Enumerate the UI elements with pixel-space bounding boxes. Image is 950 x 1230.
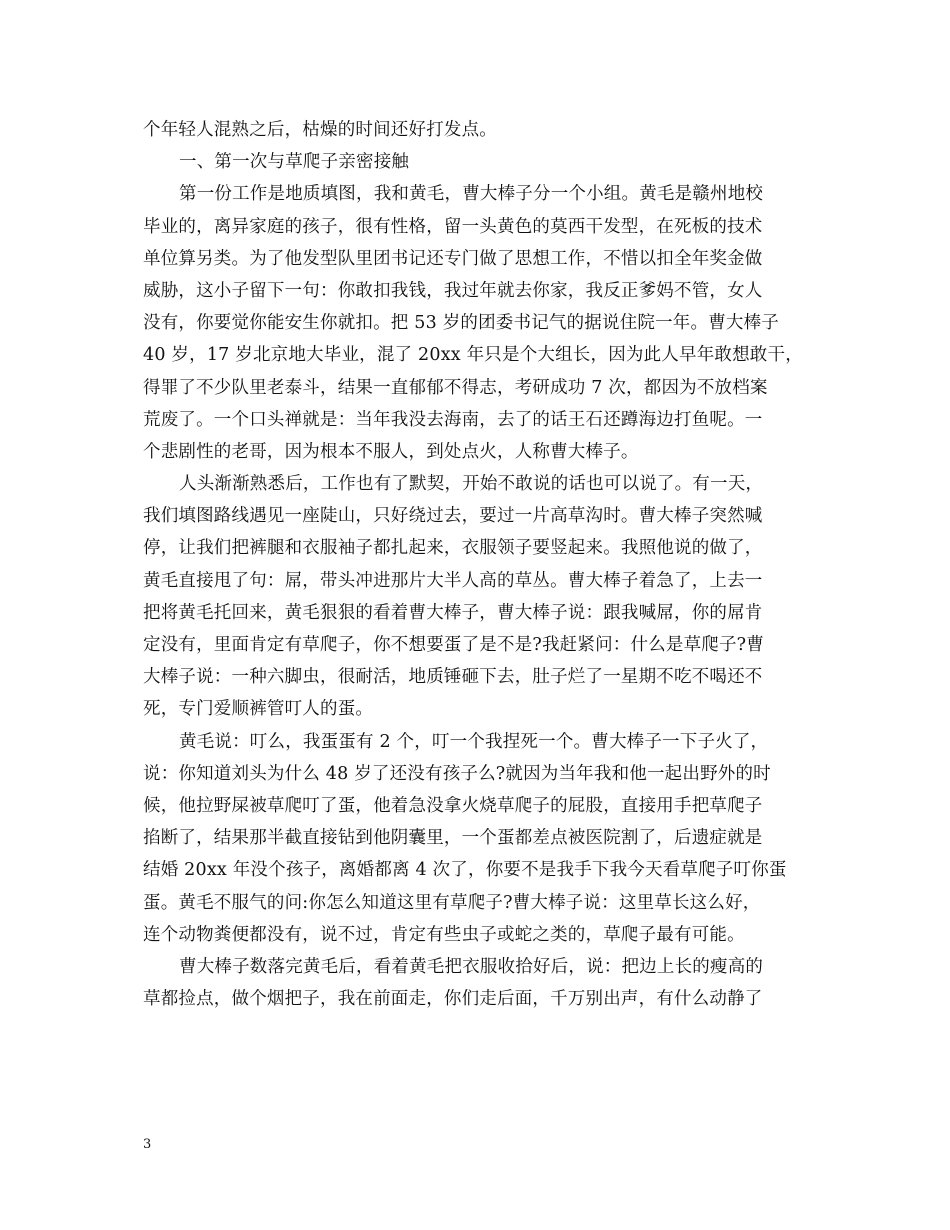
text-line: 个悲剧性的老哥，因为根本不服人，到处点火，人称曹大棒子。: [143, 441, 639, 462]
body-text: [143, 114, 808, 1015]
text-line: 蛋。黄毛不服气的问:你怎么知道这里有草爬子?曹大棒子说：这里草长这么好，: [143, 892, 761, 913]
text-line: 说：你知道刘头为什么 48 岁了还没有孩子么?就因为当年我和他一起出野外的时: [143, 763, 771, 784]
text-line: 曹大棒子数落完黄毛后，看着黄毛把衣服收拾好后，说：把边上长的瘦高的: [179, 956, 764, 977]
text-line: 得罪了不少队里老泰斗，结果一直郁郁不得志，考研成功 7 次，都因为不放档案: [143, 377, 768, 398]
text-line: 单位算另类。为了他发型队里团书记还专门做了思想工作，不惜以扣全年奖金做: [143, 248, 763, 269]
text-line: 荒废了。一个口头禅就是：当年我没去海南，去了的话王石还蹲海边打鱼呢。一: [143, 409, 763, 430]
text-line: 黄毛直接甩了句：屌，带头冲进那片大半人高的草丛。曹大棒子着急了，上去一: [143, 570, 763, 591]
text-line: 死，专门爱顺裤管叮人的蛋。: [143, 699, 374, 720]
text-line: 黄毛说：叮么，我蛋蛋有 2 个，叮一个我捏死一个。曹大棒子一下子火了，: [179, 731, 769, 752]
text-line: 40 岁，17 岁北京地大毕业，混了 20xx 年只是个大组长，因为此人早年敢想敢干，: [143, 345, 803, 366]
text-line: 大棒子说：一种六脚虫，很耐活，地质锤砸下去，肚子烂了一星期不吃不喝还不: [143, 667, 763, 688]
text-line: 候，他拉野屎被草爬叮了蛋，他着急没拿火烧草爬子的屁股，直接用手把草爬子: [143, 795, 763, 816]
text-line: 定没有，里面肯定有草爬子，你不想要蛋了是不是?我赶紧问：什么是草爬子?曹: [143, 635, 764, 655]
text-line: 停，让我们把裤腿和衣服袖子都扎起来，衣服领子要竖起来。我照他说的做了，: [143, 538, 763, 559]
text-line: 威胁，这小子留下一句：你敢扣我钱，我过年就去你家，我反正爹妈不管，女人: [143, 280, 763, 301]
text-line: 连个动物粪便都没有，说不过，肯定有些虫子或蛇之类的，草爬子最有可能。: [143, 924, 745, 945]
text-line: 人头渐渐熟悉后，工作也有了默契，开始不敢说的话也可以说了。有一天，: [179, 474, 764, 495]
page-number: 3: [143, 1137, 152, 1152]
text-line: 毕业的，离异家庭的孩子，很有性格，留一头黄色的莫西干发型，在死板的技术: [143, 216, 763, 237]
text-line: 没有，你要觉你能安生你就扣。把 53 岁的团委书记气的据说住院一年。曹大棒子: [143, 313, 779, 334]
text-line: 一、第一次与草爬子亲密接触: [179, 152, 410, 173]
text-line: 草都捡点，做个烟把子，我在前面走，你们走后面，千万别出声，有什么动静了: [143, 989, 763, 1010]
text-line: 个年轻人混熟之后，枯燥的时间还好打发点。: [143, 120, 497, 140]
text-line: 把将黄毛托回来，黄毛狠狠的看着曹大棒子，曹大棒子说：跟我喊屌，你的屌肯: [143, 602, 763, 623]
text-line: 掐断了，结果那半截直接钻到他阴囊里，一个蛋都差点被医院割了，后遗症就是: [143, 828, 763, 849]
text-line: 结婚 20xx 年没个孩子，离婚都离 4 次了，你要不是我手下我今天看草爬子叮你蛋: [143, 860, 787, 881]
text-line: 我们填图路线遇见一座陡山，只好绕过去，要过一片高草沟时。曹大棒子突然喊: [143, 506, 763, 527]
text-line: 第一份工作是地质填图，我和黄毛，曹大棒子分一个小组。黄毛是赣州地校: [179, 184, 764, 205]
